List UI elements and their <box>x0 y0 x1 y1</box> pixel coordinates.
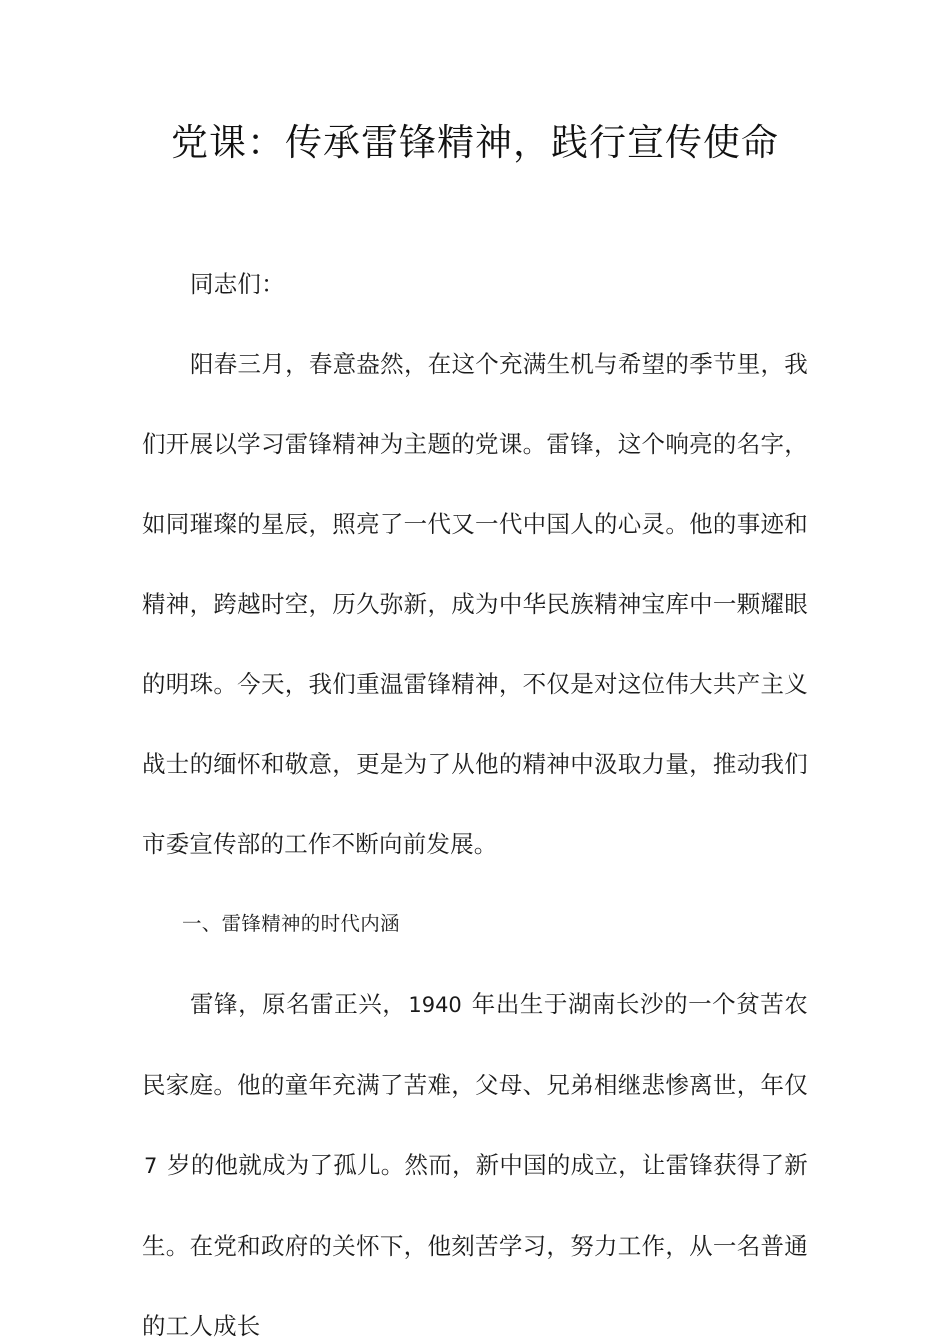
section-heading-1: 一、雷锋精神的时代内涵 <box>182 912 400 935</box>
page-title: 党课：传承雷锋精神，践行宣传使命 <box>171 121 779 164</box>
inline-number: 1940 <box>408 993 462 1017</box>
paragraph-opening: 阳春三月，春意盎然，在这个充满生机与希望的季节里，我们开展以学习雷锋精神为主题的党课。雷锋，这个响亮的名字，如同璀璨的星辰，照亮了一代又一代中国人的心灵。他的事迹和精神，跨越时空，历久弥新，成为中华民族精神宝库中一颗耀眼的明珠。今天，我们重温雷锋精神，不仅是对这位伟大共产主义战士的缅怀和敬意，更是为了从他的精神中汲取力量，推动我们市委宣传部的工作不断向前发展。 <box>142 350 808 858</box>
paragraph-biography: 雷锋，原名雷正兴，1940 年出生于湖南长沙的一个贫苦农民家庭。他的童年充满了苦难，父母、兄弟相继悲惨离世，年仅 7 岁的他就成为了孤儿。然而，新中国的成立，让雷锋获得了新生。在党和政府的关怀下，他刻苦学习，努力工作，从一名普通的工人成长 <box>142 990 808 1340</box>
salutation-line: 同志们： <box>190 270 285 298</box>
inline-number: 7 <box>144 1154 158 1178</box>
document-text-flow <box>142 244 808 1344</box>
